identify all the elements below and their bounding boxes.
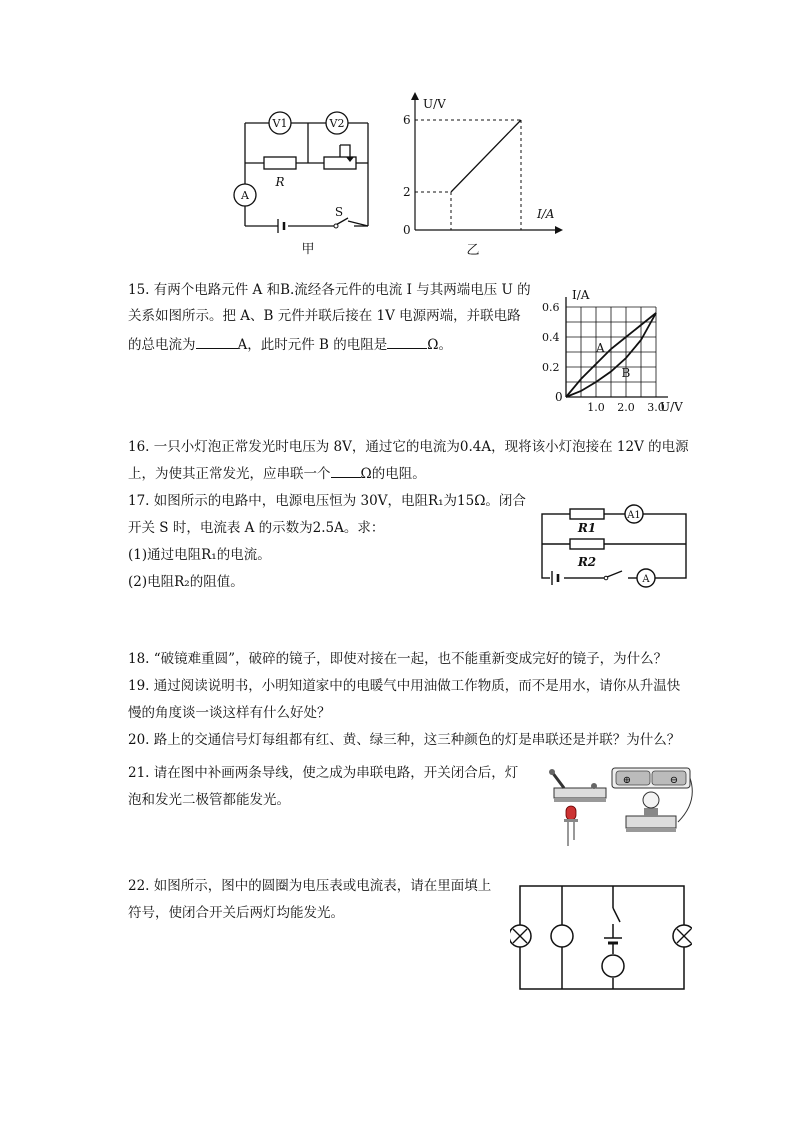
x-axis-label: U/V xyxy=(660,400,683,414)
q22-circuit-figure xyxy=(510,878,692,994)
caption-jia: 甲 xyxy=(301,242,315,257)
caption-yi: 乙 xyxy=(466,243,480,258)
q16-line1: 16. 一只小灯泡正常发光时电压为 8V，通过它的电流为0.4A，现将该小灯泡接在 12V 的电源 xyxy=(128,439,689,455)
q21-line2: 泡和发光二极管都能发光。 xyxy=(128,792,290,808)
q20-line1: 20. 路上的交通信号灯每组都有红、黄、绿三种，这三种颜色的灯是串联还是并联？为什么？ xyxy=(128,732,681,748)
q19-line1: 19. 通过阅读说明书，小明知道家中的电暖气中用油做工作物质，而不是用水，请你从升温快 xyxy=(128,678,681,694)
led-icon xyxy=(564,806,578,846)
lamp-right-icon xyxy=(673,925,692,947)
q17-line2: 开关 S 时，电流表 A 的示数为2.5A。求： xyxy=(128,520,385,536)
a-label: A xyxy=(241,189,249,202)
series-B-label: B xyxy=(621,366,631,380)
x-tick-label: 2.0 xyxy=(617,401,635,414)
battery-plus-label: ⊕ xyxy=(622,775,632,786)
graph-y-axis-label: U/V xyxy=(423,97,446,111)
ia-uv-chart xyxy=(540,285,700,415)
q22-line1: 22. 如图所示，图中的圆圈为电压表或电流表，请在里面填上 xyxy=(128,878,492,894)
q16-answer-blank[interactable] xyxy=(331,462,361,478)
x-tick-label: 3.0 xyxy=(647,401,665,414)
q15-line1: 15. 有两个电路元件 A 和B.流经各元件的电流 I 与其两端电压 U 的 xyxy=(128,282,531,298)
battery-holder-icon xyxy=(612,768,690,788)
q16-text-a: 上，为使其正常发光，应串联一个 xyxy=(128,466,331,482)
meter-circle-1[interactable] xyxy=(551,925,573,947)
q22-line2: 符号，使闭合开关后两灯均能发光。 xyxy=(128,905,344,921)
q15-line3 xyxy=(128,332,452,358)
q15-text-b: A，此时元件 B 的电阻是 xyxy=(237,337,388,353)
chart-grid xyxy=(566,297,668,397)
circuit-figure-jia xyxy=(228,100,388,260)
knife-switch-icon xyxy=(549,769,606,802)
q21-apparatus-figure xyxy=(548,762,698,850)
uv-graph-yi xyxy=(395,92,565,258)
meter-circle-2[interactable] xyxy=(602,955,624,977)
q15-text-c: Ω。 xyxy=(427,337,452,353)
q17-line1: 17. 如图所示的电路中，电源电压恒为 30V，电阻R₁为15Ω。闭合 xyxy=(128,493,526,509)
a1-label: A1 xyxy=(627,510,641,521)
graph-y-tick-6: 6 xyxy=(403,113,411,127)
q16-line2 xyxy=(128,461,426,487)
q19-line2: 慢的角度谈一谈这样有什么好处？ xyxy=(128,705,331,721)
q15-answer-blank-1[interactable] xyxy=(196,333,238,349)
lamp-left-icon xyxy=(510,925,531,947)
y-tick-label: 0.6 xyxy=(542,301,560,314)
graph-x-axis-label: I/A xyxy=(537,207,555,221)
graph-y-tick-2: 2 xyxy=(403,185,411,199)
r1-label: R1 xyxy=(577,521,597,535)
switch-s-label: S xyxy=(334,205,344,219)
q21-line1: 21. 请在图中补画两条导线，使之成为串联电路，开关闭合后，灯 xyxy=(128,765,519,781)
v1-label: V1 xyxy=(272,117,288,130)
v2-label: V2 xyxy=(329,117,345,130)
series-A-label: A xyxy=(596,341,605,355)
y-tick-label: 0.4 xyxy=(542,331,560,344)
origin-label: 0 xyxy=(555,390,563,404)
graph-origin-label: 0 xyxy=(403,223,411,237)
q17-line4: (2)电阻R₂的阻值。 xyxy=(128,574,244,590)
y-tick-label: 0.2 xyxy=(542,361,560,374)
light-bulb-icon xyxy=(626,792,676,832)
q15-answer-blank-2[interactable] xyxy=(387,333,427,349)
q18-line1: 18. “破镜难重圆”，破碎的镜子，即使对接在一起，也不能重新变成完好的镜子，为什么？ xyxy=(128,651,668,667)
q15-text-a: 的总电流为 xyxy=(128,337,196,353)
q17-circuit-figure xyxy=(536,504,692,588)
y-axis-label: I/A xyxy=(572,288,590,302)
x-tick-label: 1.0 xyxy=(587,401,605,414)
battery-minus-label: ⊖ xyxy=(669,775,679,786)
q17-line3: (1)通过电阻R₁的电流。 xyxy=(128,547,271,563)
a-main-label: A xyxy=(642,574,650,585)
r2-label: R2 xyxy=(577,555,597,569)
q16-text-b: Ω的电阻。 xyxy=(360,466,426,482)
q15-line2: 关系如图所示。把 A、B 元件并联后接在 1V 电源两端，并联电路 xyxy=(128,308,521,324)
resistor-r-label: R xyxy=(275,175,285,189)
